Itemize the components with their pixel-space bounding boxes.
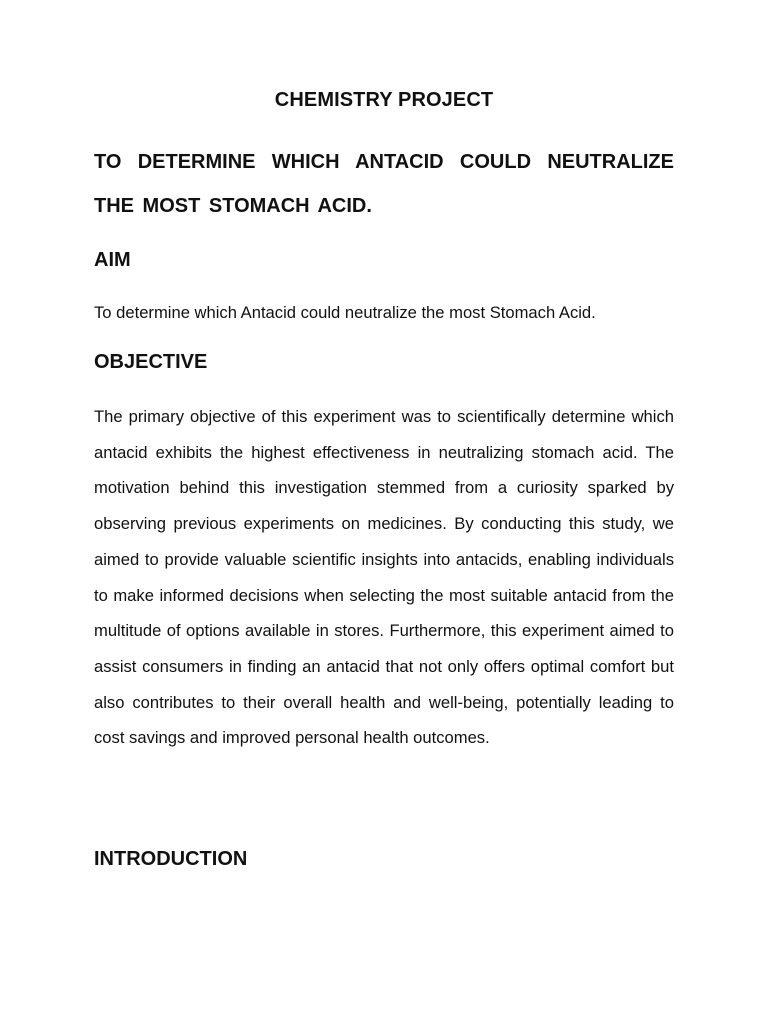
objective-text: The primary objective of this experiment was to scientifically determine which antacid exhibits the highest effectiveness in neutralizing stomach acid. The motivation behind this investigation stemmed from a curiosity sparked by observing previous experiments on medicines. By conducting this study, we aimed to provide valuable scientific insights into antacids, enabling individuals to make informed decisions when selecting the most suitable antacid from the multitude of options available in stores. Furthermore, this experiment aimed to assist consumers in finding an antacid that not only offers optimal comfort but also contributes to their overall health and well-being, potentially leading to cost savings and improved personal health outcomes. — [94, 407, 674, 748]
document-title: CHEMISTRY PROJECT — [274, 89, 494, 111]
aim-heading: AIM — [94, 249, 131, 271]
introduction-heading: INTRODUCTION — [94, 848, 248, 870]
objective-heading: OBJECTIVE — [94, 351, 208, 373]
document-subtitle: TO DETERMINE WHICH ANTACID COULD NEUTRALIZE THE MOST STOMACH ACID. — [94, 151, 674, 217]
aim-text: To determine which Antacid could neutralize the most Stomach Acid. — [94, 303, 596, 322]
